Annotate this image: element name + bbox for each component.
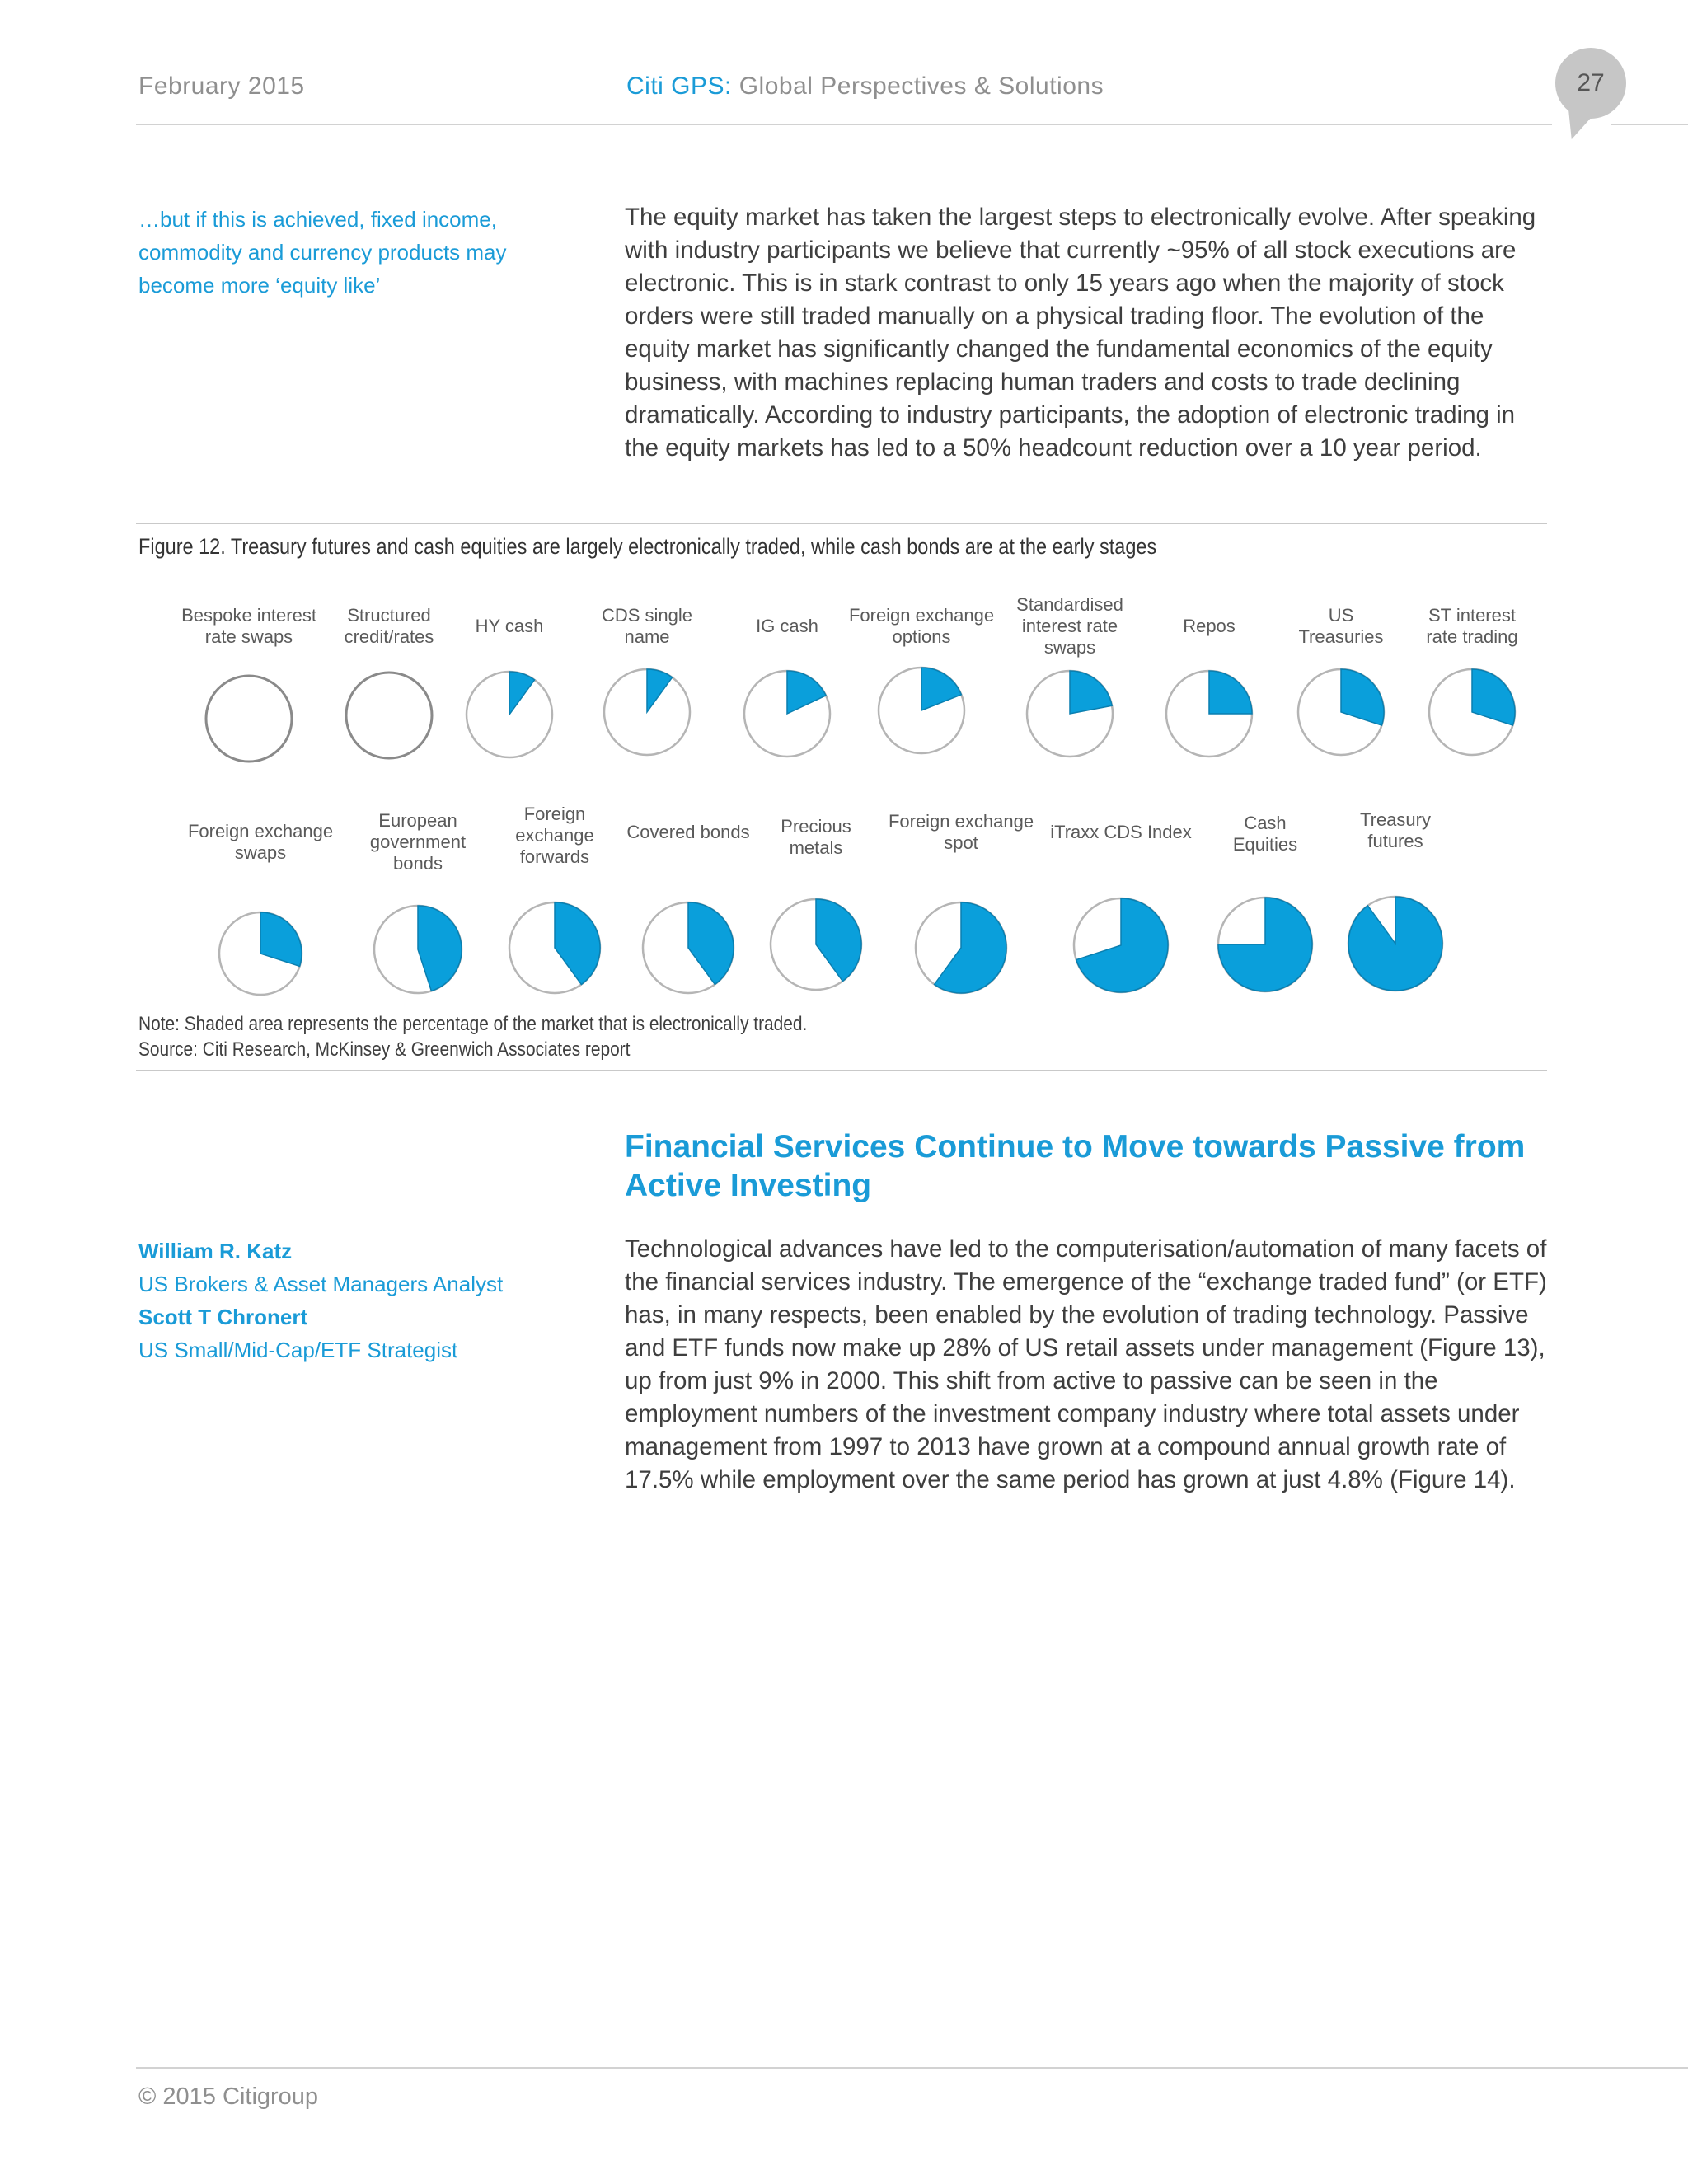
pie-chart	[601, 666, 693, 758]
figure-bottom-rule	[136, 1070, 1547, 1071]
header-divider-right	[1611, 124, 1688, 125]
footer-copyright: © 2015 Citigroup	[138, 2083, 319, 2110]
pie-label: Treasury futures	[1360, 809, 1431, 851]
pie-chart	[875, 664, 968, 757]
brand-tagline: Global Perspectives & Solutions	[738, 73, 1104, 100]
pie-chart	[1163, 668, 1255, 760]
paragraph-passive-investing: Technological advances have led to the computerisation/automation of many facets of the financial services industry. The emergence of the “exchange traded fund” (or ETF) has, in many respects, been enabled by the evolution of trading technology. Passive and ETF funds now make up 28% of US retail assets under management (Figure 13), up from just 9% in 2000. This shift from active to passive can be seen in the employment numbers of the investment company industry where total assets under management from 1997 to 2013 have grown at a compound annual growth rate of 17.5% while employment over the same period has grown at just 4.8% (Figure 14).	[625, 1235, 1547, 1493]
pie-slice-electronic	[1070, 671, 1112, 714]
pie-label: CDS single name	[601, 605, 693, 647]
pie-background	[206, 676, 292, 762]
pie-chart	[1295, 666, 1387, 758]
pie-label: Cash Equities	[1232, 813, 1298, 855]
pie-label: Repos	[1183, 616, 1236, 636]
pie-chart	[1024, 668, 1116, 760]
pie-chart	[741, 668, 833, 760]
pie-chart	[1426, 666, 1518, 758]
pie-chart	[912, 899, 1010, 996]
pie-slice-electronic	[1209, 671, 1252, 714]
author-name: William R. Katz	[138, 1239, 293, 1263]
author-role: US Brokers & Asset Managers Analyst	[138, 1272, 504, 1296]
pie-label: US Treasuries	[1298, 605, 1384, 647]
pie-label: Standardised interest rate swaps	[1016, 594, 1123, 658]
brand-name: Citi GPS:	[626, 73, 732, 100]
pie-chart	[216, 909, 305, 998]
figure-top-rule	[136, 523, 1547, 524]
pie-chart	[767, 896, 865, 993]
pie-chart	[1215, 894, 1315, 995]
pie-chart	[203, 673, 295, 765]
author-role: US Small/Mid-Cap/ETF Strategist	[138, 1338, 458, 1362]
pie-label: HY cash	[475, 616, 544, 636]
author-block	[138, 1235, 600, 1366]
page-number-badge: 27	[1555, 48, 1626, 119]
pie-label: iTraxx CDS Index	[1050, 822, 1192, 842]
pie-chart	[371, 902, 465, 996]
pie-label: Bespoke interest rate swaps	[181, 605, 316, 647]
figure-notes	[138, 1011, 807, 1062]
pie-label: Foreign exchange spot	[888, 811, 1034, 853]
pie-label: Precious metals	[781, 816, 851, 858]
figure-source: Source: Citi Research, McKinsey & Greenwich Associates report	[138, 1038, 631, 1061]
paragraph-equity-market: The equity market has taken the largest steps to electronically evolve. After speaking with industry participants we believe that currently ~95% of all stock executions are electronic. This is in stark contrast to only 15 years ago when the majority of stock orders were still traded manually on a physical trading floor. The evolution of the equity market has significantly changed the fundamental economics of the equity business, with machines replacing human traders and costs to trade declining dramatically. According to industry participants, the adoption of electronic trading in the equity markets has led to a 50% headcount reduction over a 10 year period.	[625, 204, 1536, 462]
figure-title: Figure 12. Treasury futures and cash equities are largely electronically traded, while cash bonds are at the early stages	[138, 534, 1157, 559]
header-divider	[136, 124, 1552, 125]
pie-chart	[463, 668, 556, 761]
pie-label: European government bonds	[369, 810, 467, 874]
pie-label: ST interest rate trading	[1426, 605, 1518, 647]
figure-note: Note: Shaded area represents the percentage of the market that is electronically traded.	[138, 1013, 808, 1035]
footer-divider	[136, 2067, 1688, 2069]
section-heading: Financial Services Continue to Move towards Passive from Active Investing	[625, 1129, 1526, 1203]
pie-label: Foreign exchange forwards	[515, 804, 594, 867]
pie-label: Structured credit/rates	[344, 605, 434, 647]
pie-chart	[343, 669, 435, 762]
author-name: Scott T Chronert	[138, 1305, 308, 1329]
pie-label: Foreign exchange swaps	[187, 821, 334, 863]
pie-slice-electronic	[1348, 897, 1442, 991]
pie-chart	[506, 899, 603, 996]
pie-label: Foreign exchange options	[848, 605, 995, 647]
pie-chart	[640, 899, 737, 996]
header-date: February 2015	[138, 73, 305, 100]
pie-label: IG cash	[756, 616, 818, 636]
pie-background	[346, 673, 432, 758]
pie-label: Covered bonds	[626, 822, 750, 842]
sidenote-equity-like: …but if this is achieved, fixed income, commodity and currency products may become more ‘equity like’	[138, 207, 507, 298]
header-brand	[626, 73, 1104, 101]
pie-chart	[1345, 893, 1446, 994]
pie-chart	[1071, 895, 1171, 996]
